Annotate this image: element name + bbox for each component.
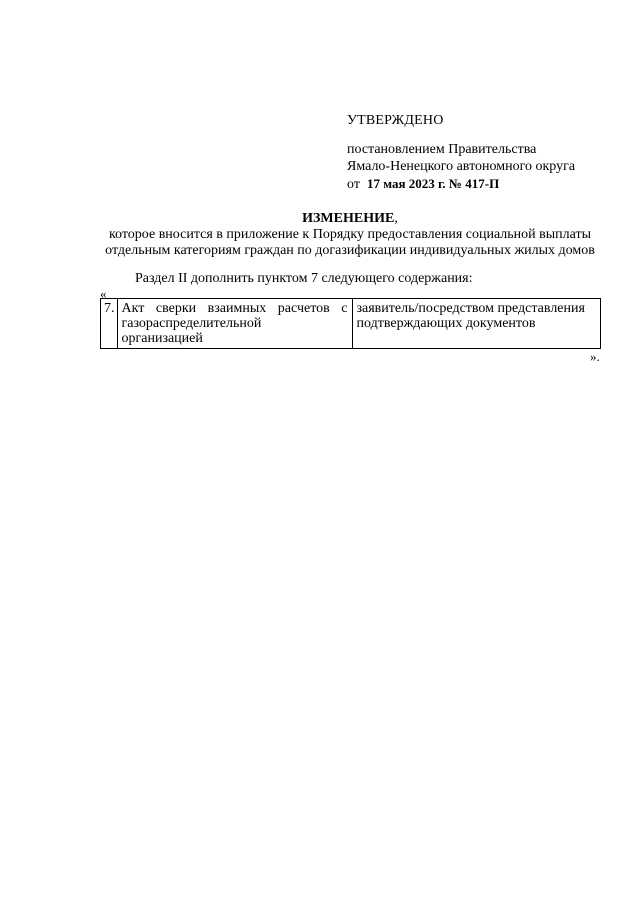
provider-line-1: заявитель/посредством представления xyxy=(356,301,585,316)
document-line-1: Акт сверки взаимных расчетов с xyxy=(121,301,348,316)
heading-title-suffix: , xyxy=(394,211,398,226)
provider-line-2: подтверждающих документов xyxy=(356,316,536,331)
heading-title-line xyxy=(90,211,610,227)
document-cell xyxy=(117,299,352,349)
document-heading xyxy=(90,211,610,259)
approval-date-value: 17 мая 2023 г. № 417-П xyxy=(366,176,500,191)
intro-paragraph: Раздел II дополнить пунктом 7 следующего содержания: xyxy=(135,271,473,286)
heading-title: ИЗМЕНЕНИЕ xyxy=(302,211,395,226)
table-row xyxy=(101,299,601,349)
provider-cell xyxy=(352,299,601,349)
heading-subtitle-line-1: которое вносится в приложение к Порядку предоставления социальной выплаты xyxy=(108,227,592,242)
approval-line-2: Ямало-Ненецкого автономного округа xyxy=(347,159,576,174)
document-line-2: газораспределительной xyxy=(121,316,262,331)
insertion-table xyxy=(100,298,601,349)
document-line-3: организацией xyxy=(121,331,203,346)
approval-title: УТВЕРЖДЕНО xyxy=(347,113,444,128)
approval-date-prefix: от xyxy=(347,177,360,192)
opening-quote: « xyxy=(100,286,107,301)
approval-line-1: постановлением Правительства xyxy=(347,142,537,157)
approval-date-line xyxy=(347,175,575,193)
closing-quote: ». xyxy=(590,349,600,364)
heading-subtitle-line-2: отдельным категориям граждан по догазификации индивидуальных жилых домов xyxy=(105,243,595,258)
approval-block xyxy=(347,112,575,193)
row-number-cell: 7. xyxy=(101,299,118,349)
